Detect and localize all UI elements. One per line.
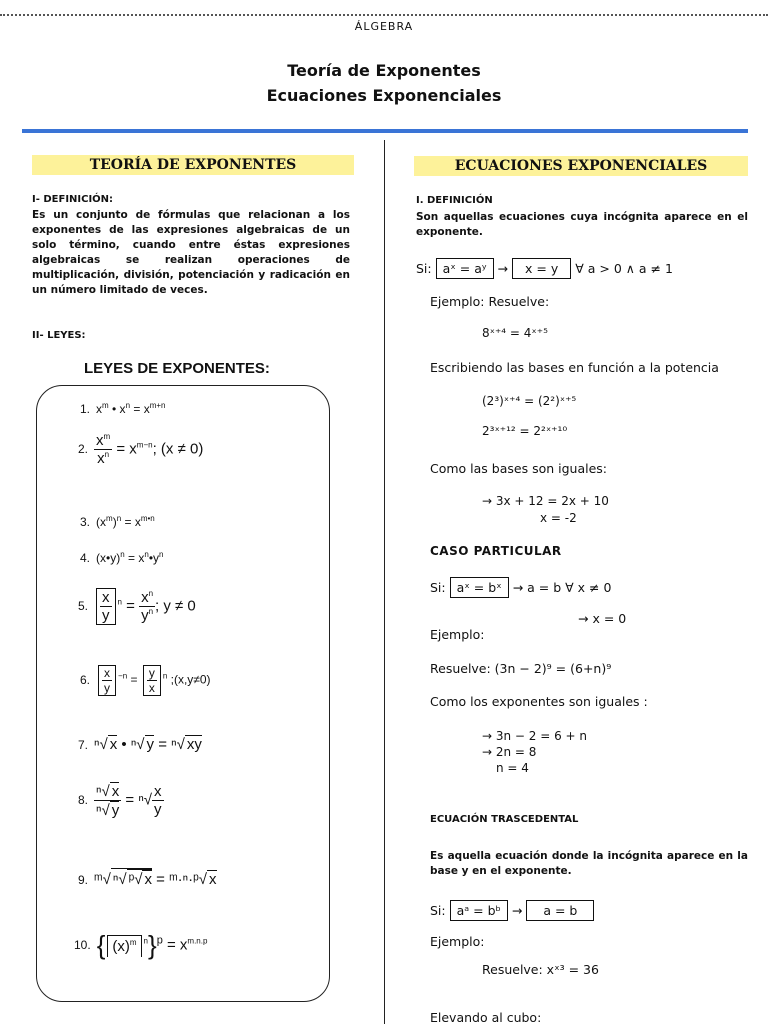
law-6: 6. $\frac{x}{y}$ $^{-n}$ = $\frac{y}{x}$ $^n$ ;(x,y≠0): [80, 666, 211, 695]
caso-box: aˣ = bˣ: [450, 577, 509, 598]
example-1-equation: 8ˣ⁺⁴ = 4ˣ⁺⁵: [482, 326, 548, 340]
page-title: Teoría de Exponentes: [287, 61, 481, 80]
rule-line: [416, 258, 673, 279]
law-5: 5. $\frac{x}{y}$ $^n$ = $\frac{x^n}{y^n}$ ; y ≠ 0: [78, 589, 196, 624]
trascendental-text: Es aquella ecuación donde la incógnita aparece en la base y en el exponente.: [430, 850, 748, 877]
right-definition-label: I. DEFINICIÓN: [416, 195, 493, 206]
law-9: 9. ᵐ√ ⁿ√ ᵖ√ x = ᵐ·ⁿ·ᵖ√ x: [78, 868, 217, 888]
trascendental-si: Si:: [430, 903, 446, 918]
step-2-equation-2: x = -2: [540, 511, 577, 525]
law-number: 8.: [78, 793, 89, 808]
law-number: 9.: [78, 873, 89, 887]
law-7: 7. ⁿ√ x • ⁿ√ y = ⁿ√ xy: [78, 736, 202, 753]
step-3-equation-1: → 3n − 2 = 6 + n: [482, 729, 588, 743]
law-8: 8. $\frac{\text{ⁿ√ x}}{\text{ⁿ√ y}}$ = ⁿ√ $\frac{x}{y}$: [78, 783, 162, 819]
trascendental-rule-line: [430, 900, 594, 921]
trascendental-box-2: a = b: [526, 900, 594, 921]
example-1-label: Ejemplo: Resuelve:: [430, 294, 550, 309]
law-3: 3. $(x^m)^n = x^{m•n}$: [80, 514, 155, 529]
laws-title: LEYES DE EXPONENTES:: [84, 360, 270, 377]
step-3-equation-2: → 2n = 8: [482, 745, 537, 759]
law-number: 2.: [78, 442, 89, 457]
law-number: 4.: [80, 551, 91, 565]
step-2-equation-1: → 3x + 12 = 2x + 10: [482, 494, 609, 508]
page-subtitle: Ecuaciones Exponenciales: [266, 86, 502, 105]
rule-box-2: x = y: [512, 258, 571, 279]
laws-label: II- LEYES:: [32, 330, 86, 341]
law-number: 7.: [78, 738, 89, 752]
title-divider: [22, 129, 748, 133]
left-section-heading: TEORÍA DE EXPONENTES: [32, 155, 354, 175]
left-definition-label: I- DEFINICIÓN:: [32, 194, 114, 205]
law-number: 6.: [80, 672, 91, 687]
right-definition-text: Son aquellas ecuaciones cuya incógnita aparece en el exponente.: [416, 211, 748, 238]
left-definition-text: Es un conjunto de fórmulas que relacionan a los exponentes de las expresiones algebraicas de un solo término, cuando entre éstas expresiones algebraicas se realizan operaciones de multiplicación, división, potenciación y radicación en un número limitado de veces.: [32, 209, 350, 296]
caso-rule-line: [430, 577, 611, 598]
example-3-label: Ejemplo:: [430, 934, 485, 949]
rule-box-1: aˣ = aʸ: [436, 258, 494, 279]
step-2-text: Como las bases son iguales:: [430, 461, 608, 476]
example-2-equation: Resuelve: (3n − 2)⁹ = (6+n)⁹: [430, 661, 612, 676]
example-2-label: Ejemplo:: [430, 627, 485, 642]
caso-result: → x = 0: [578, 611, 627, 626]
caso-si: Si:: [430, 580, 446, 595]
law-1: 1. $x^m$ • $x^n = x^{m+n}$: [80, 401, 166, 416]
subject-header: ÁLGEBRA: [354, 20, 414, 33]
step-3-text: Como los exponentes son iguales :: [430, 694, 648, 709]
caso-particular-heading: CASO PARTICULAR: [430, 544, 562, 558]
caso-rest: → a = b ∀ x ≠ 0: [512, 580, 612, 595]
last-step-text: Elevando al cubo:: [430, 1010, 542, 1024]
law-4: 4. (x•y)$^n$ = $x^n•y^n$: [80, 550, 164, 565]
rule-arrow: →: [497, 261, 509, 276]
step-1-equation-2: 2³ˣ⁺¹² = 2²ˣ⁺¹⁰: [482, 424, 568, 438]
step-1-text: Escribiendo las bases en función a la potencia: [430, 360, 719, 375]
step-1-equation-1: (2³)ˣ⁺⁴ = (2²)ˣ⁺⁵: [482, 394, 577, 408]
trascendental-arrow: →: [511, 903, 523, 918]
trascendental-heading: ECUACIÓN TRASCEDENTAL: [430, 814, 579, 825]
right-section-heading: ECUACIONES EXPONENCIALES: [414, 156, 748, 176]
rule-si: Si:: [416, 261, 432, 276]
law-number: 10.: [74, 938, 91, 953]
law-number: 1.: [80, 402, 91, 416]
law-number: 3.: [80, 515, 91, 529]
law-number: 5.: [78, 599, 89, 614]
top-dotted-rule: [0, 14, 768, 16]
trascendental-box-1: aᵃ = bᵇ: [450, 900, 508, 921]
step-3-equation-3: n = 4: [496, 761, 529, 775]
column-divider: [384, 140, 385, 1024]
law-10: 10. { $(x)^m$ $^n\}^p = x^{m.n.p}$: [74, 930, 208, 960]
rule-condition: ∀ a > 0 ∧ a ≠ 1: [575, 261, 673, 276]
example-3-equation: Resuelve: xˣ³ = 36: [482, 962, 599, 977]
law-2: 2. $\frac{x^m}{x^n}$ = $x^{m-n}$; (x ≠ 0): [78, 432, 204, 467]
